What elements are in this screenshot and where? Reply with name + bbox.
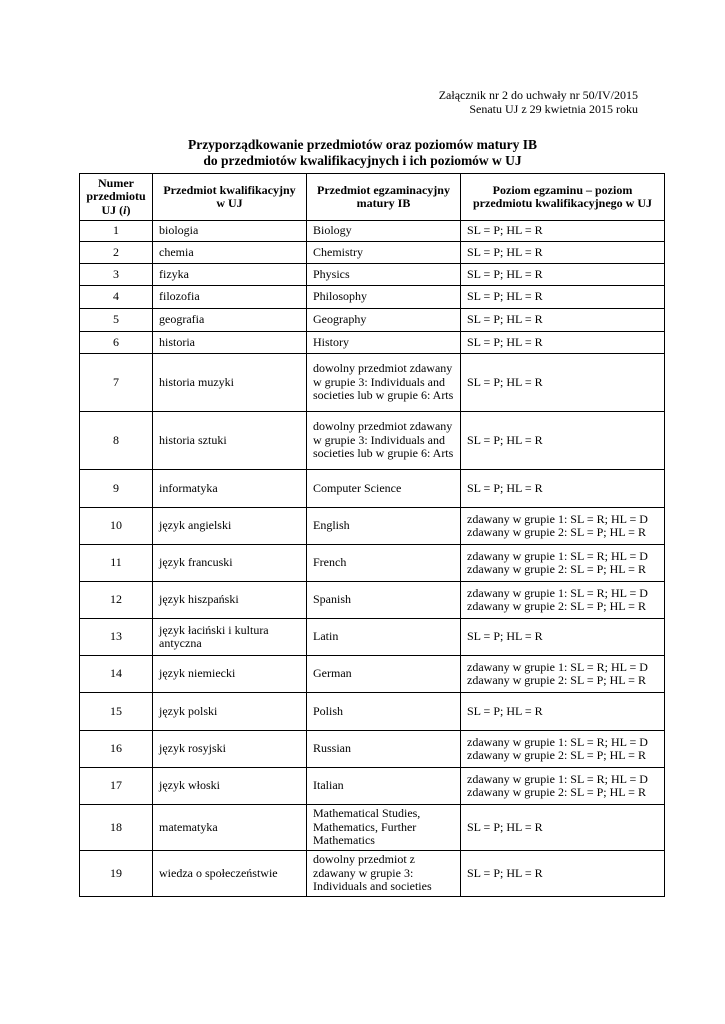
row-number: 7: [80, 354, 153, 412]
table-row: [80, 582, 665, 619]
row-ib-subject: Latin: [307, 619, 461, 656]
attachment-line-1: Załącznik nr 2 do uchwały nr 50/IV/2015: [438, 88, 638, 102]
row-qualifying-subject: historia sztuki: [153, 412, 307, 470]
row-level: SL = P; HL = R: [461, 470, 665, 508]
row-ib-subject: French: [307, 545, 461, 582]
table-row: [80, 656, 665, 693]
row-ib-subject: Physics: [307, 264, 461, 286]
row-number: 11: [80, 545, 153, 582]
row-ib-subject: Computer Science: [307, 470, 461, 508]
row-ib-subject: History: [307, 332, 461, 354]
row-qualifying-subject: język niemiecki: [153, 656, 307, 693]
row-level: SL = P; HL = R: [461, 693, 665, 731]
row-level: zdawany w grupie 1: SL = R; HL = D zdawany w grupie 2: SL = P; HL = R: [461, 508, 665, 545]
header-level: Poziom egzaminu – poziom przedmiotu kwalifikacyjnego w UJ: [461, 174, 665, 221]
table-row: [80, 619, 665, 656]
row-number: 17: [80, 768, 153, 805]
table-row: [80, 851, 665, 897]
row-ib-subject: Geography: [307, 309, 461, 332]
row-qualifying-subject: biologia: [153, 221, 307, 242]
table-row: [80, 508, 665, 545]
row-level: SL = P; HL = R: [461, 309, 665, 332]
table-row: [80, 332, 665, 354]
table-row: [80, 286, 665, 309]
row-qualifying-subject: język polski: [153, 693, 307, 731]
row-ib-subject: dowolny przedmiot z zdawany w grupie 3: Individuals and societies: [307, 851, 461, 897]
row-qualifying-subject: geografia: [153, 309, 307, 332]
row-qualifying-subject: historia muzyki: [153, 354, 307, 412]
row-number: 4: [80, 286, 153, 309]
document-title: [0, 137, 725, 169]
table-row: [80, 731, 665, 768]
row-ib-subject: Mathematical Studies, Mathematics, Further Mathematics: [307, 805, 461, 851]
row-qualifying-subject: filozofia: [153, 286, 307, 309]
row-qualifying-subject: matematyka: [153, 805, 307, 851]
row-level: zdawany w grupie 1: SL = R; HL = D zdawany w grupie 2: SL = P; HL = R: [461, 656, 665, 693]
row-level: SL = P; HL = R: [461, 412, 665, 470]
row-ib-subject: Spanish: [307, 582, 461, 619]
row-number: 12: [80, 582, 153, 619]
header-qualifying-subject: Przedmiot kwalifikacyjny w UJ: [153, 174, 307, 221]
table-row: [80, 309, 665, 332]
row-number: 15: [80, 693, 153, 731]
row-qualifying-subject: język angielski: [153, 508, 307, 545]
row-number: 1: [80, 221, 153, 242]
row-level: SL = P; HL = R: [461, 354, 665, 412]
row-level: zdawany w grupie 1: SL = R; HL = D zdawany w grupie 2: SL = P; HL = R: [461, 545, 665, 582]
row-number: 16: [80, 731, 153, 768]
row-number: 19: [80, 851, 153, 897]
row-number: 13: [80, 619, 153, 656]
row-level: SL = P; HL = R: [461, 332, 665, 354]
row-qualifying-subject: język hiszpański: [153, 582, 307, 619]
table-row: [80, 242, 665, 264]
row-ib-subject: Biology: [307, 221, 461, 242]
table-row: [80, 264, 665, 286]
row-level: SL = P; HL = R: [461, 264, 665, 286]
row-ib-subject: German: [307, 656, 461, 693]
subject-mapping-table: [79, 173, 665, 897]
row-number: 2: [80, 242, 153, 264]
row-level: zdawany w grupie 1: SL = R; HL = D zdawany w grupie 2: SL = P; HL = R: [461, 582, 665, 619]
title-line-2: do przedmiotów kwalifikacyjnych i ich poziomów w UJ: [203, 153, 522, 168]
row-qualifying-subject: język francuski: [153, 545, 307, 582]
row-level: SL = P; HL = R: [461, 619, 665, 656]
row-qualifying-subject: język włoski: [153, 768, 307, 805]
table-row: [80, 354, 665, 412]
row-level: zdawany w grupie 1: SL = R; HL = D zdawany w grupie 2: SL = P; HL = R: [461, 731, 665, 768]
row-number: 3: [80, 264, 153, 286]
row-qualifying-subject: wiedza o społeczeństwie: [153, 851, 307, 897]
table-row: [80, 693, 665, 731]
row-qualifying-subject: język rosyjski: [153, 731, 307, 768]
header-ib-subject: Przedmiot egzaminacyjny matury IB: [307, 174, 461, 221]
table-row: [80, 470, 665, 508]
attachment-note: [439, 88, 638, 116]
row-number: 18: [80, 805, 153, 851]
table-row: [80, 805, 665, 851]
row-number: 9: [80, 470, 153, 508]
row-qualifying-subject: informatyka: [153, 470, 307, 508]
row-qualifying-subject: język łaciński i kultura antyczna: [153, 619, 307, 656]
row-ib-subject: dowolny przedmiot zdawany w grupie 3: Individuals and societies lub w grupie 6: Arts: [307, 412, 461, 470]
title-line-1: Przyporządkowanie przedmiotów oraz poziomów matury IB: [187, 137, 538, 152]
row-level: SL = P; HL = R: [461, 242, 665, 264]
row-number: 14: [80, 656, 153, 693]
row-qualifying-subject: fizyka: [153, 264, 307, 286]
row-level: SL = P; HL = R: [461, 851, 665, 897]
row-ib-subject: Philosophy: [307, 286, 461, 309]
row-ib-subject: dowolny przedmiot zdawany w grupie 3: Individuals and societies lub w grupie 6: Arts: [307, 354, 461, 412]
table-row: [80, 768, 665, 805]
row-level: SL = P; HL = R: [461, 286, 665, 309]
row-number: 6: [80, 332, 153, 354]
table-row: [80, 545, 665, 582]
row-ib-subject: Russian: [307, 731, 461, 768]
table-row: [80, 412, 665, 470]
row-ib-subject: English: [307, 508, 461, 545]
row-level: SL = P; HL = R: [461, 221, 665, 242]
row-level: SL = P; HL = R: [461, 805, 665, 851]
row-number: 5: [80, 309, 153, 332]
attachment-line-2: Senatu UJ z 29 kwietnia 2015 roku: [469, 102, 638, 116]
row-qualifying-subject: historia: [153, 332, 307, 354]
header-number: Numer przedmiotu UJ (i): [80, 174, 153, 221]
table-row: [80, 221, 665, 242]
table-header-row: [80, 174, 665, 221]
row-qualifying-subject: chemia: [153, 242, 307, 264]
row-ib-subject: Polish: [307, 693, 461, 731]
row-ib-subject: Chemistry: [307, 242, 461, 264]
row-ib-subject: Italian: [307, 768, 461, 805]
row-number: 10: [80, 508, 153, 545]
row-level: zdawany w grupie 1: SL = R; HL = D zdawany w grupie 2: SL = P; HL = R: [461, 768, 665, 805]
row-number: 8: [80, 412, 153, 470]
